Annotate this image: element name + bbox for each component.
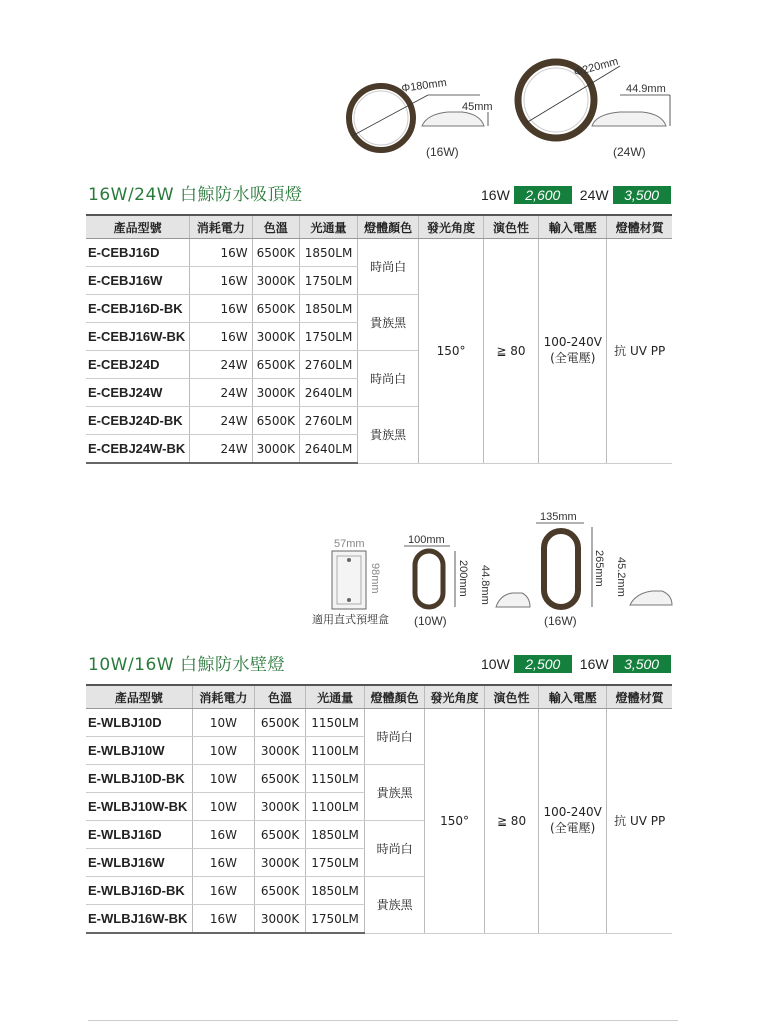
power-cell: 16W xyxy=(192,877,254,905)
power-cell: 10W xyxy=(192,737,254,765)
large-caption: (24W) xyxy=(613,145,646,159)
power-cell: 24W xyxy=(190,351,252,379)
header-cell: 演色性 xyxy=(483,215,538,239)
power-cell: 10W xyxy=(192,765,254,793)
section2-prices xyxy=(481,655,671,673)
small-wall-side-view xyxy=(496,593,530,607)
cct-cell: 6500K xyxy=(252,295,299,323)
model-cell: E-WLBJ10D xyxy=(86,709,192,737)
price-watt: 16W xyxy=(481,187,510,203)
header-cell: 消耗電力 xyxy=(192,685,254,709)
power-cell: 24W xyxy=(190,435,252,464)
large-height-label: 44.9mm xyxy=(626,83,666,95)
lumen-cell: 1150LM xyxy=(305,765,364,793)
cri-cell: ≧ 80 xyxy=(485,709,539,934)
body-color-cell: 時尚白 xyxy=(365,709,425,765)
cct-cell: 6500K xyxy=(255,709,306,737)
voltage-cell xyxy=(539,709,607,934)
model-cell: E-CEBJ16W xyxy=(86,267,190,295)
cct-cell: 6500K xyxy=(252,239,299,267)
model-cell: E-WLBJ16W-BK xyxy=(86,905,192,934)
header-cell: 演色性 xyxy=(485,685,539,709)
small-depth-label: 44.8mm xyxy=(479,565,491,605)
voltage-range: 100-240V xyxy=(543,335,602,350)
model-cell: E-WLBJ10D-BK xyxy=(86,765,192,793)
cct-cell: 6500K xyxy=(255,877,306,905)
cct-cell: 6500K xyxy=(252,351,299,379)
model-cell: E-CEBJ24D-BK xyxy=(86,407,190,435)
power-cell: 10W xyxy=(192,793,254,821)
small-diameter-label: Φ180mm xyxy=(400,76,448,95)
lumen-cell: 1750LM xyxy=(300,267,358,295)
header-cell: 色溫 xyxy=(252,215,299,239)
small-height-label: 45mm xyxy=(462,101,493,113)
large-diameter-label: Φ220mm xyxy=(572,55,620,79)
lumen-cell: 2760LM xyxy=(300,351,358,379)
table-header-row xyxy=(86,685,672,709)
power-cell: 16W xyxy=(190,267,252,295)
cct-cell: 3000K xyxy=(255,737,306,765)
cct-cell: 3000K xyxy=(255,793,306,821)
header-cell: 燈體顏色 xyxy=(365,685,425,709)
lumen-cell: 1750LM xyxy=(305,849,364,877)
table-row xyxy=(86,239,672,267)
power-cell: 16W xyxy=(190,295,252,323)
power-cell: 24W xyxy=(190,407,252,435)
section2-spec-table xyxy=(86,684,672,934)
lumen-cell: 1750LM xyxy=(305,905,364,934)
voltage-note: (全電壓) xyxy=(550,351,596,366)
model-cell: E-CEBJ24D xyxy=(86,351,190,379)
cct-cell: 3000K xyxy=(255,849,306,877)
lumen-cell: 1100LM xyxy=(305,737,364,765)
header-cell: 輸入電壓 xyxy=(539,215,607,239)
price-watt: 10W xyxy=(481,656,510,672)
cct-cell: 3000K xyxy=(252,379,299,407)
wall-light-dimension-diagram xyxy=(300,505,680,633)
small-oval-shape xyxy=(415,551,443,607)
header-cell: 色溫 xyxy=(255,685,306,709)
header-cell: 光通量 xyxy=(300,215,358,239)
price-badge: 2,500 xyxy=(514,655,572,673)
header-cell: 光通量 xyxy=(305,685,364,709)
price-badge: 2,600 xyxy=(514,186,572,204)
power-cell: 16W xyxy=(190,239,252,267)
model-cell: E-CEBJ24W-BK xyxy=(86,435,190,464)
cct-cell: 6500K xyxy=(255,765,306,793)
model-cell: E-CEBJ16W-BK xyxy=(86,323,190,351)
cct-cell: 3000K xyxy=(252,323,299,351)
model-cell: E-WLBJ16D xyxy=(86,821,192,849)
material-cell: 抗 UV PP xyxy=(607,239,672,464)
power-cell: 24W xyxy=(190,379,252,407)
model-cell: E-CEBJ16D-BK xyxy=(86,295,190,323)
price-badge: 3,500 xyxy=(613,186,671,204)
price-watt: 16W xyxy=(579,656,609,672)
box-width-label: 57mm xyxy=(334,538,365,550)
model-cell: E-WLBJ10W xyxy=(86,737,192,765)
beam-angle-cell: 150° xyxy=(419,239,484,464)
lumen-cell: 1100LM xyxy=(305,793,364,821)
body-color-cell: 時尚白 xyxy=(358,351,419,407)
body-color-cell: 貴族黑 xyxy=(365,765,425,821)
model-cell: E-WLBJ16D-BK xyxy=(86,877,192,905)
box-height-label: 98mm xyxy=(369,563,381,594)
cct-cell: 6500K xyxy=(252,407,299,435)
table-header-row xyxy=(86,215,672,239)
small-height-label-2: 200mm xyxy=(457,560,469,597)
lumen-cell: 2640LM xyxy=(300,379,358,407)
body-color-cell: 時尚白 xyxy=(365,821,425,877)
section1-prices xyxy=(481,186,671,204)
lumen-cell: 2640LM xyxy=(300,435,358,464)
cct-cell: 3000K xyxy=(255,905,306,934)
header-cell: 發光角度 xyxy=(425,685,485,709)
header-cell: 輸入電壓 xyxy=(539,685,607,709)
large-height-label-2: 265mm xyxy=(593,550,605,587)
lumen-cell: 1150LM xyxy=(305,709,364,737)
cct-cell: 6500K xyxy=(255,821,306,849)
price-badge: 3,500 xyxy=(613,655,671,673)
large-wall-caption: (16W) xyxy=(544,614,577,628)
small-caption: (16W) xyxy=(426,145,459,159)
model-cell: E-CEBJ24W xyxy=(86,379,190,407)
power-cell: 16W xyxy=(192,821,254,849)
body-color-cell: 貴族黑 xyxy=(365,877,425,934)
power-cell: 16W xyxy=(192,905,254,934)
body-color-cell: 時尚白 xyxy=(358,239,419,295)
table-row xyxy=(86,709,672,737)
header-cell: 產品型號 xyxy=(86,685,192,709)
box-caption: 適用直式預埋盒 xyxy=(312,614,389,626)
material-cell: 抗 UV PP xyxy=(607,709,672,934)
beam-angle-cell: 150° xyxy=(425,709,485,934)
power-cell: 16W xyxy=(192,849,254,877)
page-bottom-divider xyxy=(88,1020,678,1021)
large-side-view xyxy=(592,112,666,126)
ceiling-light-dimension-diagram xyxy=(330,48,680,166)
lumen-cell: 1850LM xyxy=(305,877,364,905)
section1-spec-table xyxy=(86,214,672,464)
lumen-cell: 1850LM xyxy=(300,239,358,267)
small-width-label: 100mm xyxy=(408,534,445,546)
lumen-cell: 2760LM xyxy=(300,407,358,435)
small-ring-shape xyxy=(349,86,413,150)
cri-cell: ≧ 80 xyxy=(483,239,538,464)
power-cell: 10W xyxy=(192,709,254,737)
large-wall-side-view xyxy=(630,591,672,605)
model-cell: E-CEBJ16D xyxy=(86,239,190,267)
header-cell: 發光角度 xyxy=(419,215,484,239)
model-cell: E-WLBJ10W-BK xyxy=(86,793,192,821)
section2-title: 10W/16W 白鯨防水壁燈 xyxy=(88,655,286,675)
small-ring-inner xyxy=(354,91,408,145)
large-width-label: 135mm xyxy=(540,511,577,523)
cct-cell: 3000K xyxy=(252,267,299,295)
lumen-cell: 1850LM xyxy=(305,821,364,849)
lumen-cell: 1750LM xyxy=(300,323,358,351)
cct-cell: 3000K xyxy=(252,435,299,464)
large-depth-label: 45.2mm xyxy=(615,557,627,597)
large-oval-shape xyxy=(544,531,578,607)
price-watt: 24W xyxy=(579,187,609,203)
power-cell: 16W xyxy=(190,323,252,351)
small-side-view xyxy=(422,112,484,126)
section1-title: 16W/24W 白鯨防水吸頂燈 xyxy=(88,185,303,205)
body-color-cell: 貴族黑 xyxy=(358,295,419,351)
model-cell: E-WLBJ16W xyxy=(86,849,192,877)
header-cell: 產品型號 xyxy=(86,215,190,239)
header-cell: 燈體顏色 xyxy=(358,215,419,239)
small-wall-caption: (10W) xyxy=(414,614,447,628)
header-cell: 燈體材質 xyxy=(607,215,672,239)
header-cell: 消耗電力 xyxy=(190,215,252,239)
voltage-cell xyxy=(539,239,607,464)
voltage-note: (全電壓) xyxy=(550,821,596,836)
header-cell: 燈體材質 xyxy=(607,685,672,709)
lumen-cell: 1850LM xyxy=(300,295,358,323)
voltage-range: 100-240V xyxy=(543,805,602,820)
body-color-cell: 貴族黑 xyxy=(358,407,419,464)
